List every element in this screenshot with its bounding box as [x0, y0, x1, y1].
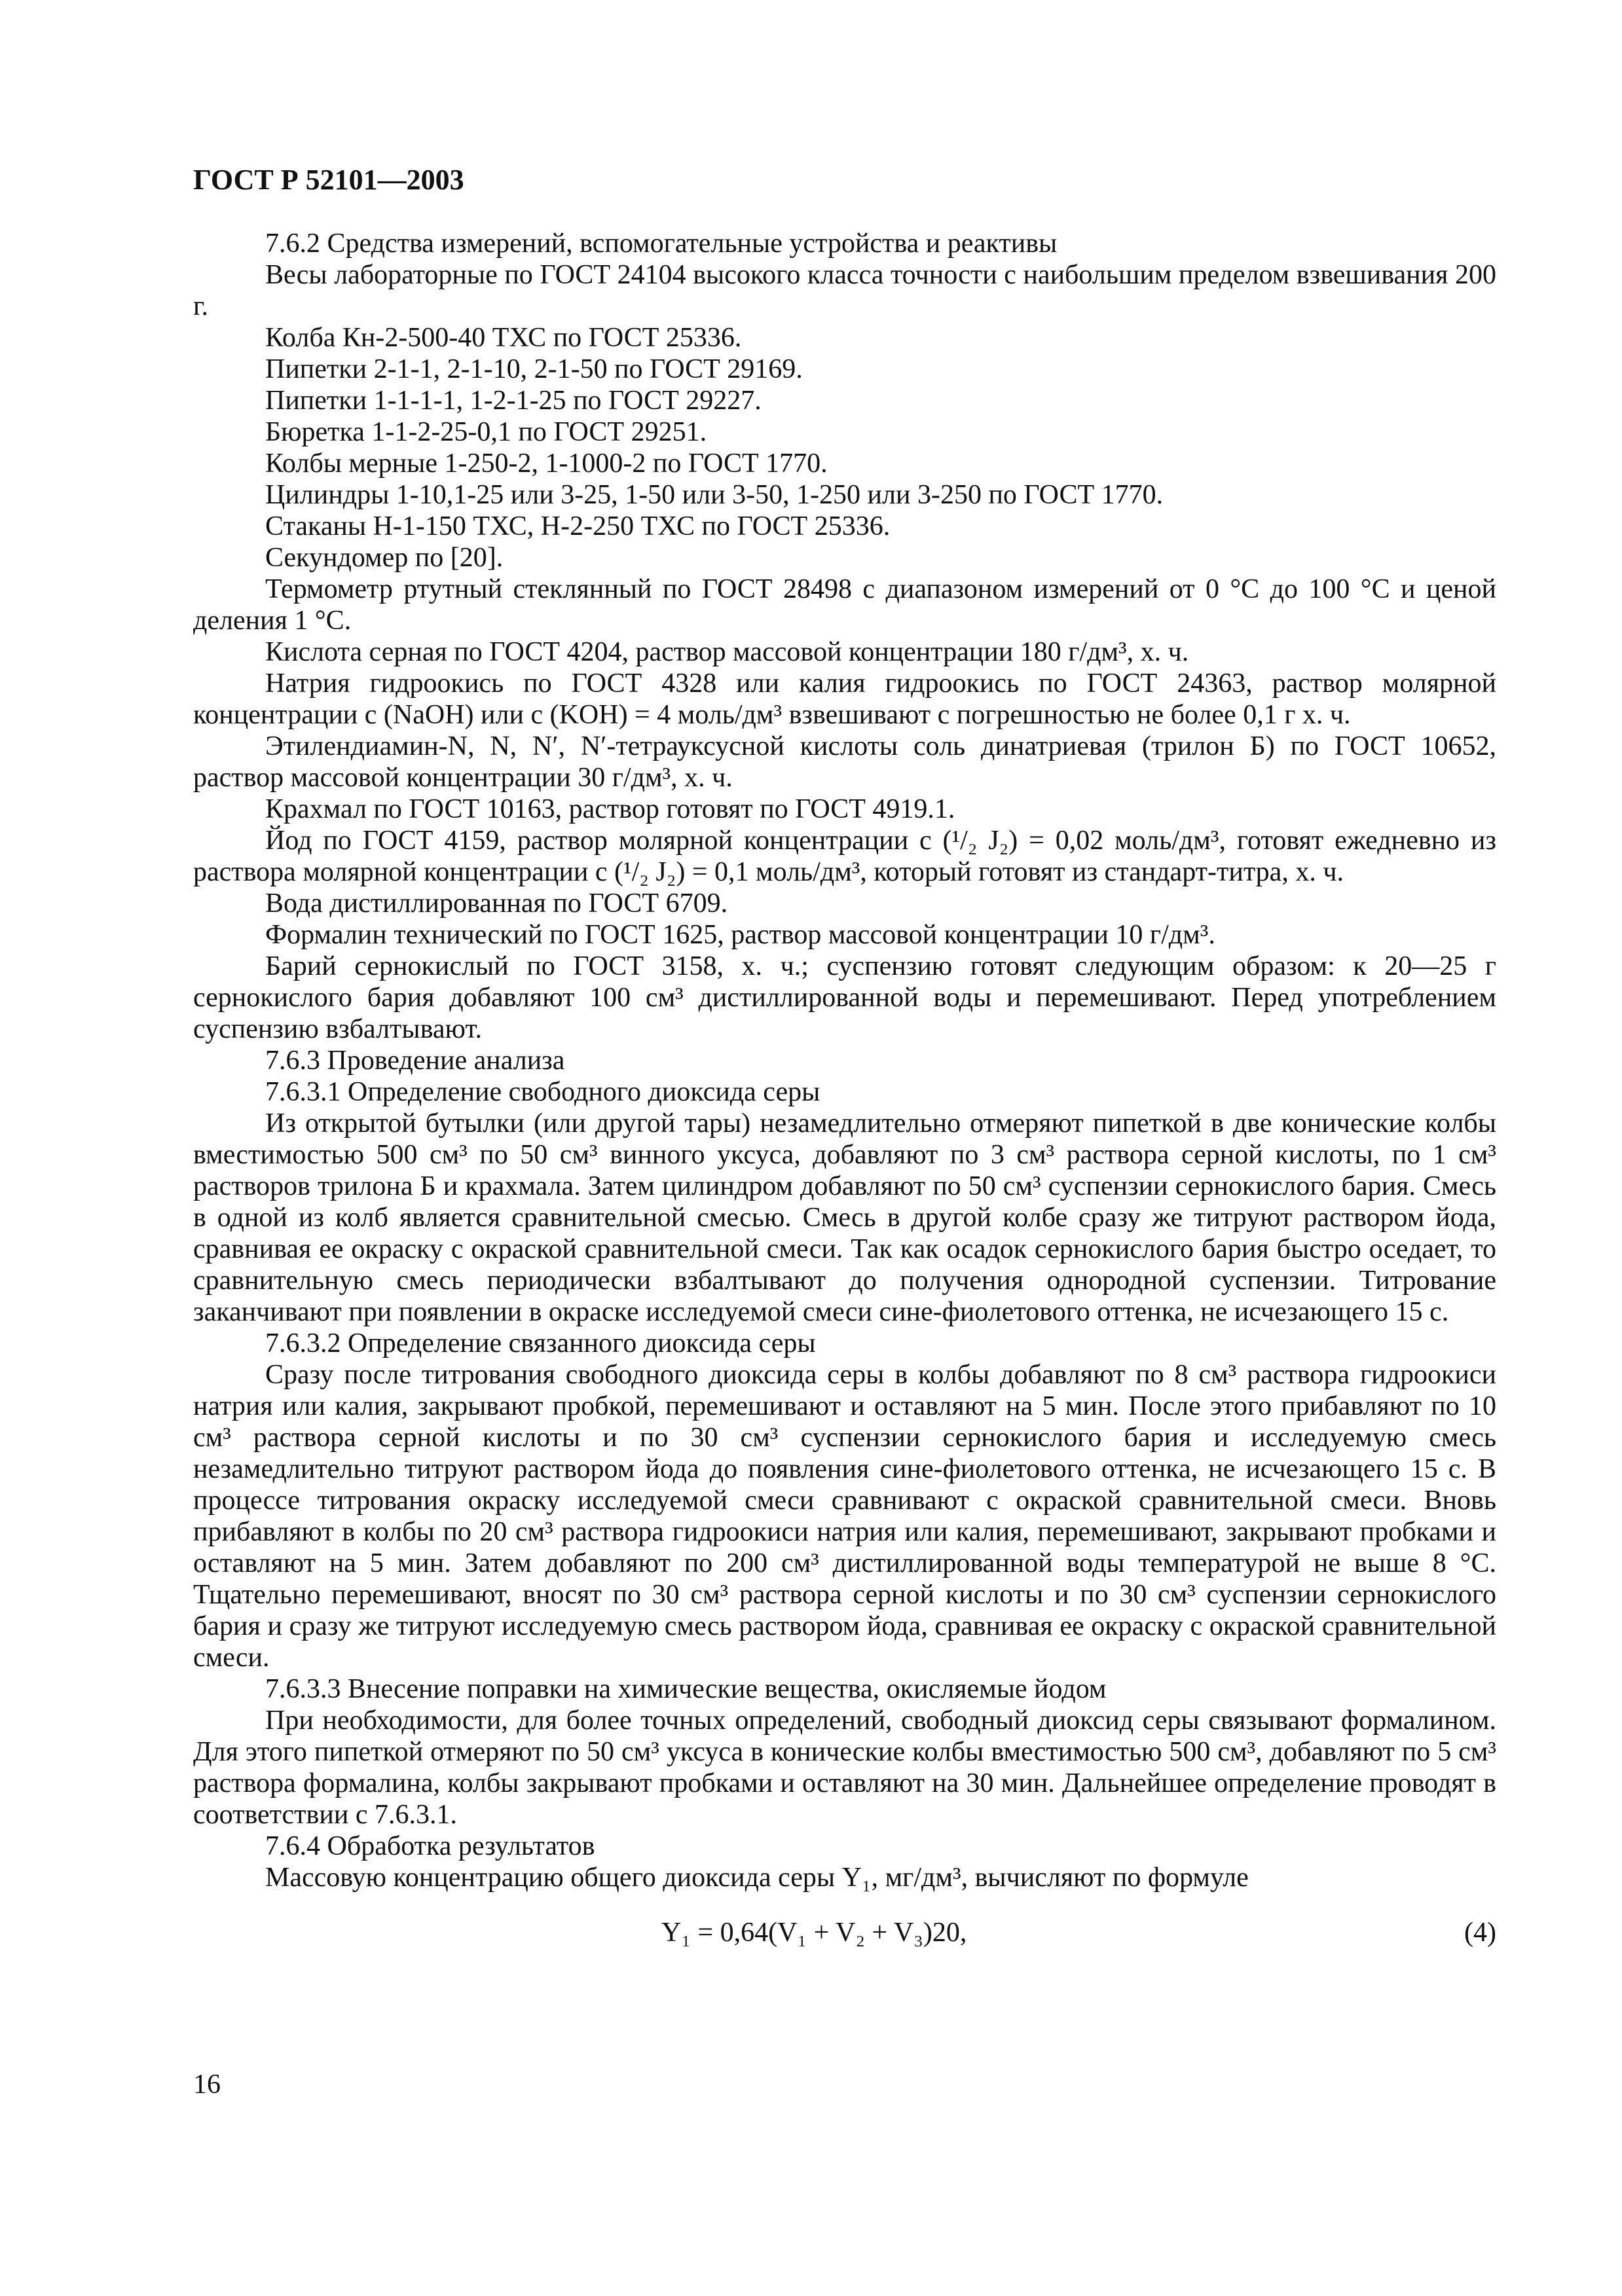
paragraph: Этилендиамин-N, N, N′, N′-тетрауксусной кислоты соль динатриевая (трилон Б) по ГОСТ 10652, раствор массовой концентрации 30 г/дм³, х. ч. — [193, 731, 1496, 793]
paragraph: Весы лабораторные по ГОСТ 24104 высокого класса точности с наибольшим пределом взвешивания 200 г. — [193, 260, 1496, 321]
paragraph: 7.6.3 Проведение анализа — [265, 1046, 565, 1076]
document-body — [193, 228, 1496, 1893]
paragraph: Пипетки 1-1-1-1, 1-2-1-25 по ГОСТ 29227. — [265, 386, 762, 416]
page-number: 16 — [193, 2069, 221, 2100]
document-header: ГОСТ Р 52101—2003 — [193, 164, 464, 196]
paragraph: Цилиндры 1-10,1-25 или 3-25, 1-50 или 3-50, 1-250 или 3-250 по ГОСТ 1770. — [265, 480, 1164, 510]
paragraph: При необходимости, для более точных определений, свободный диоксид серы связывают формалином. Для этого пипеткой отмеряют по 50 см³ уксуса в конические колбы вместимостью 500 см³, добавляют по 5 см³ раствора формалина, колбы закрывают пробками и оставляют на 30 мин. Дальнейшее определение проводят в соответствии с 7.6.3.1. — [193, 1705, 1496, 1830]
paragraph: Барий сернокислый по ГОСТ 3158, х. ч.; суспензию готовят следующим образом: к 20—25 г сернокислого бария добавляют 100 см³ дистиллированной воды и перемешивают. Перед употреблением суспензию взбалтывают. — [193, 951, 1496, 1044]
formula-row — [193, 1917, 1496, 1956]
paragraph: 7.6.4 Обработка результатов — [265, 1831, 595, 1861]
paragraph: 7.6.3.1 Определение свободного диоксида серы — [265, 1077, 820, 1107]
paragraph: Из открытой бутылки (или другой тары) незамедлительно отмеряют пипеткой в две конические колбы вместимостью 500 см³ по 50 см³ винного уксуса, добавляют по 3 см³ раствора серной кислоты, по 1 см³ растворов трилона Б и крахмала. Затем цилиндром добавляют по 50 см³ суспензии сернокислого бария. Смесь в одной из колб является сравнительной смесью. Смесь в другой колбе сразу же титруют раствором йода, сравнивая ее окраску с окраской сравнительной смеси. Так как осадок сернокислого бария быстро оседает, то сравнительную смесь периодически взбалтывают до получения однородной суспензии. Титрование заканчивают при появлении в окраске исследуемой смеси сине-фиолетового оттенка, не исчезающего 15 с. — [193, 1108, 1496, 1327]
paragraph: Бюретка 1-1-2-25-0,1 по ГОСТ 29251. — [265, 417, 707, 447]
paragraph: Термометр ртутный стеклянный по ГОСТ 28498 с диапазоном измерений от 0 °С до 100 °С и ценой деления 1 °С. — [193, 574, 1496, 636]
paragraph: Секундомер по [20]. — [265, 543, 504, 573]
document-page — [193, 164, 1496, 1956]
paragraph: Крахмал по ГОСТ 10163, раствор готовят по ГОСТ 4919.1. — [265, 794, 955, 824]
paragraph: 7.6.2 Средства измерений, вспомогательные устройства и реактивы — [265, 228, 1058, 259]
formula-number: (4) — [1464, 1918, 1496, 1948]
paragraph: Стаканы Н-1-150 ТХС, Н-2-250 ТХС по ГОСТ 25336. — [265, 511, 891, 541]
paragraph: Массовую концентрацию общего диоксида серы Y₁, мг/дм³, вычисляют по формуле — [265, 1863, 1249, 1893]
paragraph: 7.6.3.3 Внесение поправки на химические вещества, окисляемые йодом — [265, 1674, 1107, 1704]
paragraph: 7.6.3.2 Определение связанного диоксида серы — [265, 1328, 816, 1358]
formula: Y₁ = 0,64(V₁ + V₂ + V₃)20, — [661, 1918, 967, 1948]
paragraph: Натрия гидроокись по ГОСТ 4328 или калия гидроокись по ГОСТ 24363, раствор молярной концентрации c (NaOH) или c (KOH) = 4 моль/дм³ взвешивают с погрешностью не более 0,1 г х. ч. — [193, 668, 1496, 730]
paragraph: Кислота серная по ГОСТ 4204, раствор массовой концентрации 180 г/дм³, х. ч. — [265, 637, 1189, 667]
paragraph: Вода дистиллированная по ГОСТ 6709. — [265, 888, 728, 919]
paragraph: Йод по ГОСТ 4159, раствор молярной концентрации c (¹/₂ J₂) = 0,02 моль/дм³, готовят ежедневно из раствора молярной концентрации c (¹/₂ J₂) = 0,1 моль/дм³, который готовят из стандарт-титра, х. ч. — [193, 826, 1496, 887]
paragraph: Пипетки 2-1-1, 2-1-10, 2-1-50 по ГОСТ 29169. — [265, 354, 803, 384]
paragraph: Сразу после титрования свободного диоксида серы в колбы добавляют по 8 см³ раствора гидроокиси натрия или калия, закрывают пробкой, перемешивают и оставляют на 5 мин. После этого прибавляют по 10 см³ раствора серной кислоты и по 30 см³ суспензии сернокислого бария и исследуемую смесь незамедлительно титруют раствором йода до появления сине-фиолетового оттенка, не исчезающего 15 с. В процессе титрования окраску исследуемой смеси сравнивают с окраской сравнительной смеси. Вновь прибавляют в колбы по 20 см³ раствора гидроокиси натрия или калия, перемешивают, закрывают пробками и оставляют на 5 мин. Затем добавляют по 200 см³ дистиллированной воды температурой не выше 8 °С. Тщательно перемешивают, вносят по 30 см³ раствора серной кислоты и по 30 см³ суспензии сернокислого бария и сразу же титруют исследуемую смесь раствором йода, сравнивая ее окраску с окраской сравнительной смеси. — [193, 1360, 1496, 1673]
paragraph: Формалин технический по ГОСТ 1625, раствор массовой концентрации 10 г/дм³. — [265, 920, 1215, 950]
paragraph: Колба Кн-2-500-40 ТХС по ГОСТ 25336. — [265, 323, 742, 353]
paragraph: Колбы мерные 1-250-2, 1-1000-2 по ГОСТ 1770. — [265, 448, 828, 479]
